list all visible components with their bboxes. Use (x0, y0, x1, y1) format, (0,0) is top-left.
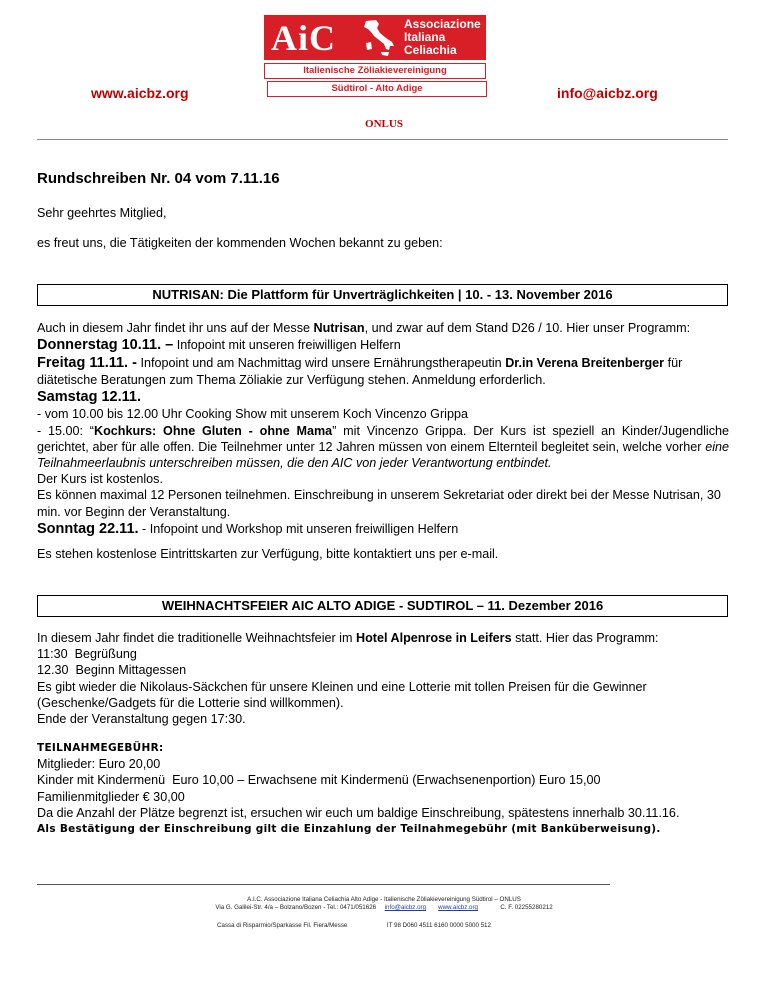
saturday-line-2: - 15.00: “Kochkurs: Ohne Gluten - ohne Mama” mit Vincenzo Grippa. Der Kurs ist speziell an Kinder/Jugendliche gerichtet, aber für alle offen. Die Teilnehmer unter 12 Jahren müssen von einem Elternteil begleitet sein, welche vorher eine Teilnahmeerlaubnis unterschreiben müssen, die den AIC von jeder Verantwortung entbindet. (37, 423, 730, 471)
footer-divider (37, 884, 610, 885)
schedule-item: 11:30 Begrüßung (37, 647, 137, 662)
fee-block (37, 740, 729, 837)
onlus-label: ONLUS (365, 118, 403, 130)
course-free-note: Der Kurs ist kostenlos. (37, 472, 163, 487)
nikolaus-note: Es gibt wieder die Nikolaus-Säckchen für unsere Kleinen und eine Lotterie mit tollen Preisen für die Gewinner (Geschenke/Gadgets für die Lotterie sind willkommen). (37, 679, 647, 710)
email-link[interactable]: info@aicbz.org (557, 85, 658, 101)
saturday-line-1: - vom 10.00 bis 12.00 Uhr Cooking Show mit unserem Koch Vincenzo Grippa (37, 407, 468, 422)
friday-entry: Freitag 11.11. - Infopoint und am Nachmittag wird unsere Ernährungstherapeutin Dr.in Verena Breitenberger für diätetische Beratungen zum Thema Zöliakie zur Verfügung stehen. Anmeldung erforderlich. (37, 355, 683, 388)
logo-aic-text: AiC (271, 18, 336, 58)
schedule-item: 12.30 Beginn Mittagessen (37, 663, 187, 678)
thursday-entry: Donnerstag 10.11. – Infopoint mit unseren freiwilligen Helfern (37, 337, 401, 354)
italy-map-icon (362, 19, 396, 57)
intro-text: es freut uns, die Tätigkeiten der kommenden Wochen bekannt zu geben: (37, 236, 443, 250)
logo-name: Associazione Italiana Celiachia (404, 17, 481, 57)
salutation: Sehr geehrtes Mitglied, (37, 206, 167, 220)
fee-members: Mitglieder: Euro 20,00 (37, 757, 161, 772)
footer-line-1: A.I.C. Associazione Italiana Celiachia Alto Adige - Italienische Zöliakievereinigung Südtirol – ONLUS (247, 896, 521, 903)
aic-logo (264, 15, 486, 60)
website-link[interactable]: www.aicbz.org (91, 85, 189, 101)
section-nutrisan-body (37, 320, 729, 538)
page-title: Rundschreiben Nr. 04 vom 7.11.16 (37, 170, 280, 187)
logo-subtitle-1: Italienische Zöliakievereinigung (264, 63, 486, 79)
tickets-note: Es stehen kostenlose Eintrittskarten zur Verfügung, bitte kontaktiert uns per e-mail. (37, 547, 499, 561)
header-divider (37, 139, 728, 140)
section-christmas-body (37, 630, 729, 727)
footer-line-2: Via G. Galilei-Str. 4/a – Bolzano/Bozen - Tel.: 0471/051626 info@aicbz.org www.aicbz.org C. F. 02255280212 (215, 904, 553, 911)
footer-website-link[interactable]: www.aicbz.org (438, 904, 478, 911)
sunday-entry: Sonntag 22.11. - Infopoint und Workshop mit unseren freiwilligen Helfern (37, 520, 459, 537)
saturday-heading: Samstag 12.11. (37, 389, 141, 406)
section-heading-christmas: WEIHNACHTSFEIER AIC ALTO ADIGE - SUDTIROL – 11. Dezember 2016 (37, 595, 728, 617)
section-heading-nutrisan: NUTRISAN: Die Plattform für Unverträglichkeiten | 10. - 13. November 2016 (37, 284, 728, 306)
footer-line-3: Cassa di Risparmio/Sparkasse Fil. Fiera/Messe IT 98 D060 4511 6160 0000 5000 512 (217, 922, 491, 929)
fee-family: Familienmitglieder € 30,00 (37, 789, 185, 804)
christmas-intro: In diesem Jahr findet die traditionelle Weihnachtsfeier im Hotel Alpenrose in Leifers statt. Hier das Programm: (37, 631, 659, 645)
fee-children: Kinder mit Kindermenü Euro 10,00 – Erwachsene mit Kindermenü (Erwachsenenportion) Euro 15,00 (37, 773, 601, 788)
payment-confirmation: Als Bestätigung der Einschreibung gilt die Einzahlung der Teilnahmegebühr (mit Banküberweisung). (37, 823, 661, 836)
course-max-note: Es können maximal 12 Personen teilnehmen. Einschreibung in unserem Sekretariat oder direkt bei der Messe Nutrisan, 30 min. vor Beginn der Veranstaltung. (37, 488, 721, 519)
nutrisan-intro: Auch in diesem Jahr findet ihr uns auf der Messe Nutrisan, und zwar auf dem Stand D26 / 10. Hier unser Programm: (37, 321, 691, 335)
fee-heading: TEILNAHMEGEBÜHR: (37, 742, 164, 754)
event-end: Ende der Veranstaltung gegen 17:30. (37, 712, 246, 727)
logo-subtitle-2: Südtirol - Alto Adige (267, 81, 487, 97)
registration-deadline: Da die Anzahl der Plätze begrenzt ist, ersuchen wir euch um baldige Einschreibung, spätestens innerhalb 30.11.16. (37, 805, 680, 820)
footer-email-link[interactable]: info@aicbz.org (384, 904, 427, 911)
